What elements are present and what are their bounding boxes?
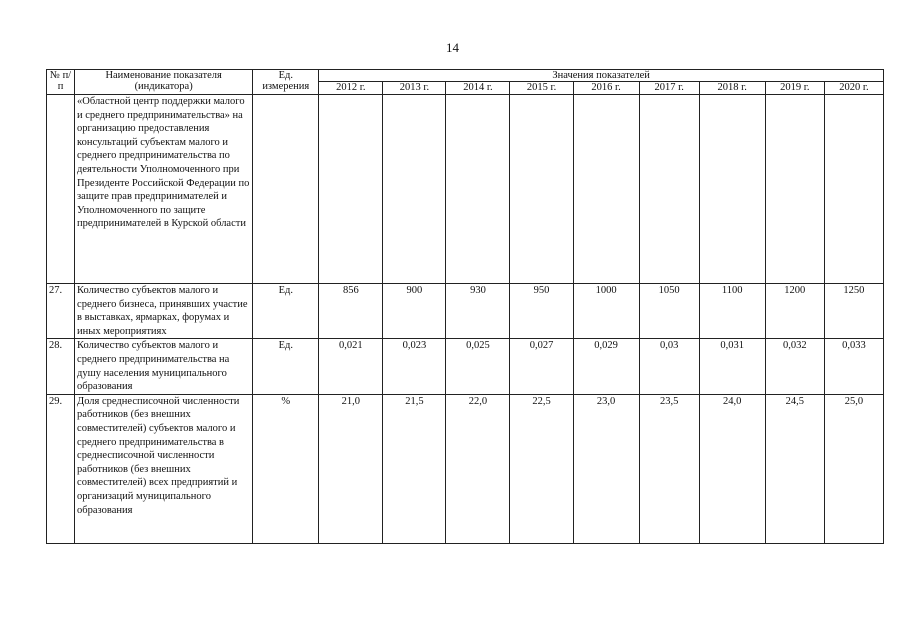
value-cell: 856	[319, 284, 383, 339]
header-year: 2020 г.	[824, 82, 883, 95]
header-values-title: Значения показателей	[319, 70, 884, 82]
value-cell: 1100	[699, 284, 765, 339]
row-number: 28.	[47, 339, 75, 394]
unit-cell: Ед.	[253, 339, 319, 394]
unit-cell: Ед.	[253, 284, 319, 339]
indicator-name: Количество субъектов малого и среднего бизнеса, принявших участие в выставках, ярмарках, форумах и иных мероприятиях	[75, 284, 253, 339]
value-cell: 0,025	[446, 339, 510, 394]
header-name: Наименование показателя (индикатора)	[75, 70, 253, 95]
table-row	[47, 339, 884, 394]
indicator-name: «Областной центр поддержки малого и среднего предпринимательства» на организацию предоставления консультаций субъектам малого и среднего предпринимательства по деятельности Уполномоченного при Президенте Российской Федерации по защите прав предпринимателей и Уполномоченного по защите предпринимателей в Курской области	[75, 95, 253, 284]
value-cell: 1050	[639, 284, 699, 339]
header-year: 2017 г.	[639, 82, 699, 95]
value-cell: 0,023	[383, 339, 446, 394]
header-year: 2016 г.	[573, 82, 639, 95]
row-number	[47, 95, 75, 284]
header-year: 2012 г.	[319, 82, 383, 95]
indicators-table	[46, 69, 884, 544]
value-cell: 0,029	[573, 339, 639, 394]
value-cell	[824, 95, 883, 284]
page-number: 14	[446, 40, 459, 55]
value-cell: 23,0	[573, 394, 639, 543]
header-year: 2014 г.	[446, 82, 510, 95]
value-cell	[573, 95, 639, 284]
indicator-name: Количество субъектов малого и среднего предпринимательства на душу населения муниципального образования	[75, 339, 253, 394]
row-number: 27.	[47, 284, 75, 339]
value-cell: 1200	[765, 284, 824, 339]
value-cell: 900	[383, 284, 446, 339]
value-cell: 0,033	[824, 339, 883, 394]
header-row-top	[47, 70, 884, 82]
table-row	[47, 95, 884, 284]
value-cell: 0,027	[510, 339, 573, 394]
table-row	[47, 284, 884, 339]
indicator-name: Доля среднесписочной численности работников (без внешних совместителей) субъектов малого и среднего предпринимательства в среднесписочной численности работников (без внешних совместителей) всех предприятий и организаций муниципального образования	[75, 394, 253, 543]
value-cell: 24,0	[699, 394, 765, 543]
value-cell: 1250	[824, 284, 883, 339]
value-cell	[319, 95, 383, 284]
header-unit: Ед. измерения	[253, 70, 319, 95]
value-cell: 21,0	[319, 394, 383, 543]
value-cell: 22,5	[510, 394, 573, 543]
value-cell: 0,031	[699, 339, 765, 394]
header-year: 2019 г.	[765, 82, 824, 95]
header-year: 2015 г.	[510, 82, 573, 95]
value-cell: 930	[446, 284, 510, 339]
value-cell	[765, 95, 824, 284]
header-year: 2018 г.	[699, 82, 765, 95]
value-cell: 0,021	[319, 339, 383, 394]
value-cell	[510, 95, 573, 284]
value-cell	[699, 95, 765, 284]
unit-cell: %	[253, 394, 319, 543]
table-row	[47, 394, 884, 543]
value-cell	[639, 95, 699, 284]
header-num: № п/п	[47, 70, 75, 95]
value-cell: 23,5	[639, 394, 699, 543]
value-cell: 22,0	[446, 394, 510, 543]
value-cell: 950	[510, 284, 573, 339]
value-cell: 0,03	[639, 339, 699, 394]
row-number: 29.	[47, 394, 75, 543]
value-cell: 1000	[573, 284, 639, 339]
value-cell	[446, 95, 510, 284]
value-cell: 0,032	[765, 339, 824, 394]
unit-cell	[253, 95, 319, 284]
value-cell: 21,5	[383, 394, 446, 543]
value-cell	[383, 95, 446, 284]
value-cell: 24,5	[765, 394, 824, 543]
value-cell: 25,0	[824, 394, 883, 543]
header-year: 2013 г.	[383, 82, 446, 95]
